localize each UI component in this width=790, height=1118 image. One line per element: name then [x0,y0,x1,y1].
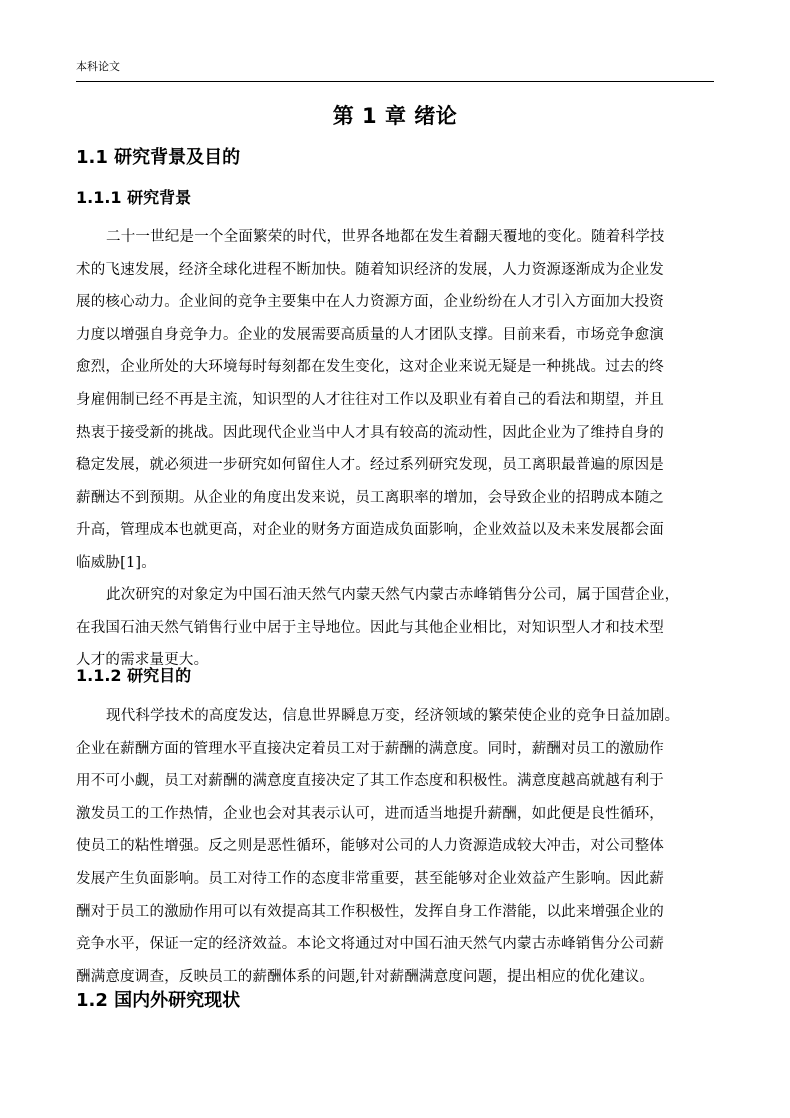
text-line: 激发员工的工作热情，企业也会对其表示认可，进而适当地提升薪酬，如此便是良性循环， [76,805,664,822]
text-line: 竞争水平，保证一定的经济效益。本论文将通过对中国石油天然气内蒙古赤峰销售分公司薪 [76,936,664,953]
paragraph-research-subject [76,579,714,677]
text-line: 临威胁[1]。 [76,554,156,571]
text-line: 展的核心动力。企业间的竞争主要集中在人力资源方面，企业纷纷在人才引入方面加大投资 [76,294,664,311]
text-line: 薪酬达不到预期。从企业的角度出发来说，员工离职率的增加，会导致企业的招聘成本随之 [76,489,664,506]
text-line: 酬满意度调查，反映员工的薪酬体系的问题,针对薪酬满意度问题，提出相应的优化建议。 [76,968,655,985]
text-line: 企业在薪酬方面的管理水平直接决定着员工对于薪酬的满意度。同时，薪酬对员工的激励作 [76,740,664,757]
subsection-heading-1-1-1: 1.1.1 研究背景 [76,188,192,207]
paragraph-research-background [76,221,714,580]
text-line: 愈烈，企业所处的大环境每时每刻都在发生变化，这对企业来说无疑是一种挑战。过去的终 [76,359,664,376]
text-line: 使员工的粘性增强。反之则是恶性循环，能够对公司的人力资源造成较大冲击，对公司整体 [76,838,664,855]
text-line: 人才的需求量更大。 [76,652,209,669]
text-line: 身雇佣制已经不再是主流，知识型的人才往往对工作以及职业有着自己的看法和期望，并且 [76,391,664,408]
text-line: 用不可小觑，员工对薪酬的满意度直接决定了其工作态度和积极性。满意度越高就越有利于 [76,773,664,790]
text-line: 发展产生负面影响。员工对待工作的态度非常重要，甚至能够对企业效益产生影响。因此薪 [76,870,664,887]
chapter-title: 第 1 章 绪论 [332,104,458,128]
text-line: 热衷于接受新的挑战。因此现代企业当中人才具有较高的流动性，因此企业为了维持自身的 [76,424,664,441]
text-line: 力度以增强自身竞争力。企业的发展需要高质量的人才团队支撑。目前来看，市场竞争愈演 [76,326,664,343]
section-heading-1-2: 1.2 国内外研究现状 [76,990,241,1011]
text-line: 此次研究的对象定为中国石油天然气内蒙天然气内蒙古赤峰销售分公司，属于国营企业， [106,587,680,603]
text-line: 升高，管理成本也就更高，对企业的财务方面造成负面影响，企业效益以及未来发展都会面 [76,522,664,539]
text-line: 在我国石油天然气销售行业中居于主导地位。因此与其他企业相比，对知识型人才和技术型 [76,619,664,636]
text-line: 术的飞速发展，经济全球化进程不断加快。随着知识经济的发展，人力资源逐渐成为企业发 [76,261,664,278]
text-line: 酬对于员工的激励作用可以有效提高其工作积极性，发挥自身工作潜能，以此来增强企业的 [76,903,664,920]
section-heading-1-1: 1.1 研究背景及目的 [76,147,241,168]
text-line: 稳定发展，就必须进一步研究如何留住人才。经过系列研究发现，员工离职最普遍的原因是 [76,457,664,474]
subsection-heading-1-1-2: 1.1.2 研究目的 [76,666,192,685]
text-line: 现代科学技术的高度发达，信息世界瞬息万变，经济领域的繁荣使企业的竞争日益加剧。 [106,708,680,724]
header-divider [76,81,714,82]
running-header: 本科论文 [76,60,120,73]
text-line: 二十一世纪是一个全面繁荣的时代，世界各地都在发生着翻天覆地的变化。随着科学技 [106,229,665,245]
paragraph-research-purpose [76,700,714,993]
